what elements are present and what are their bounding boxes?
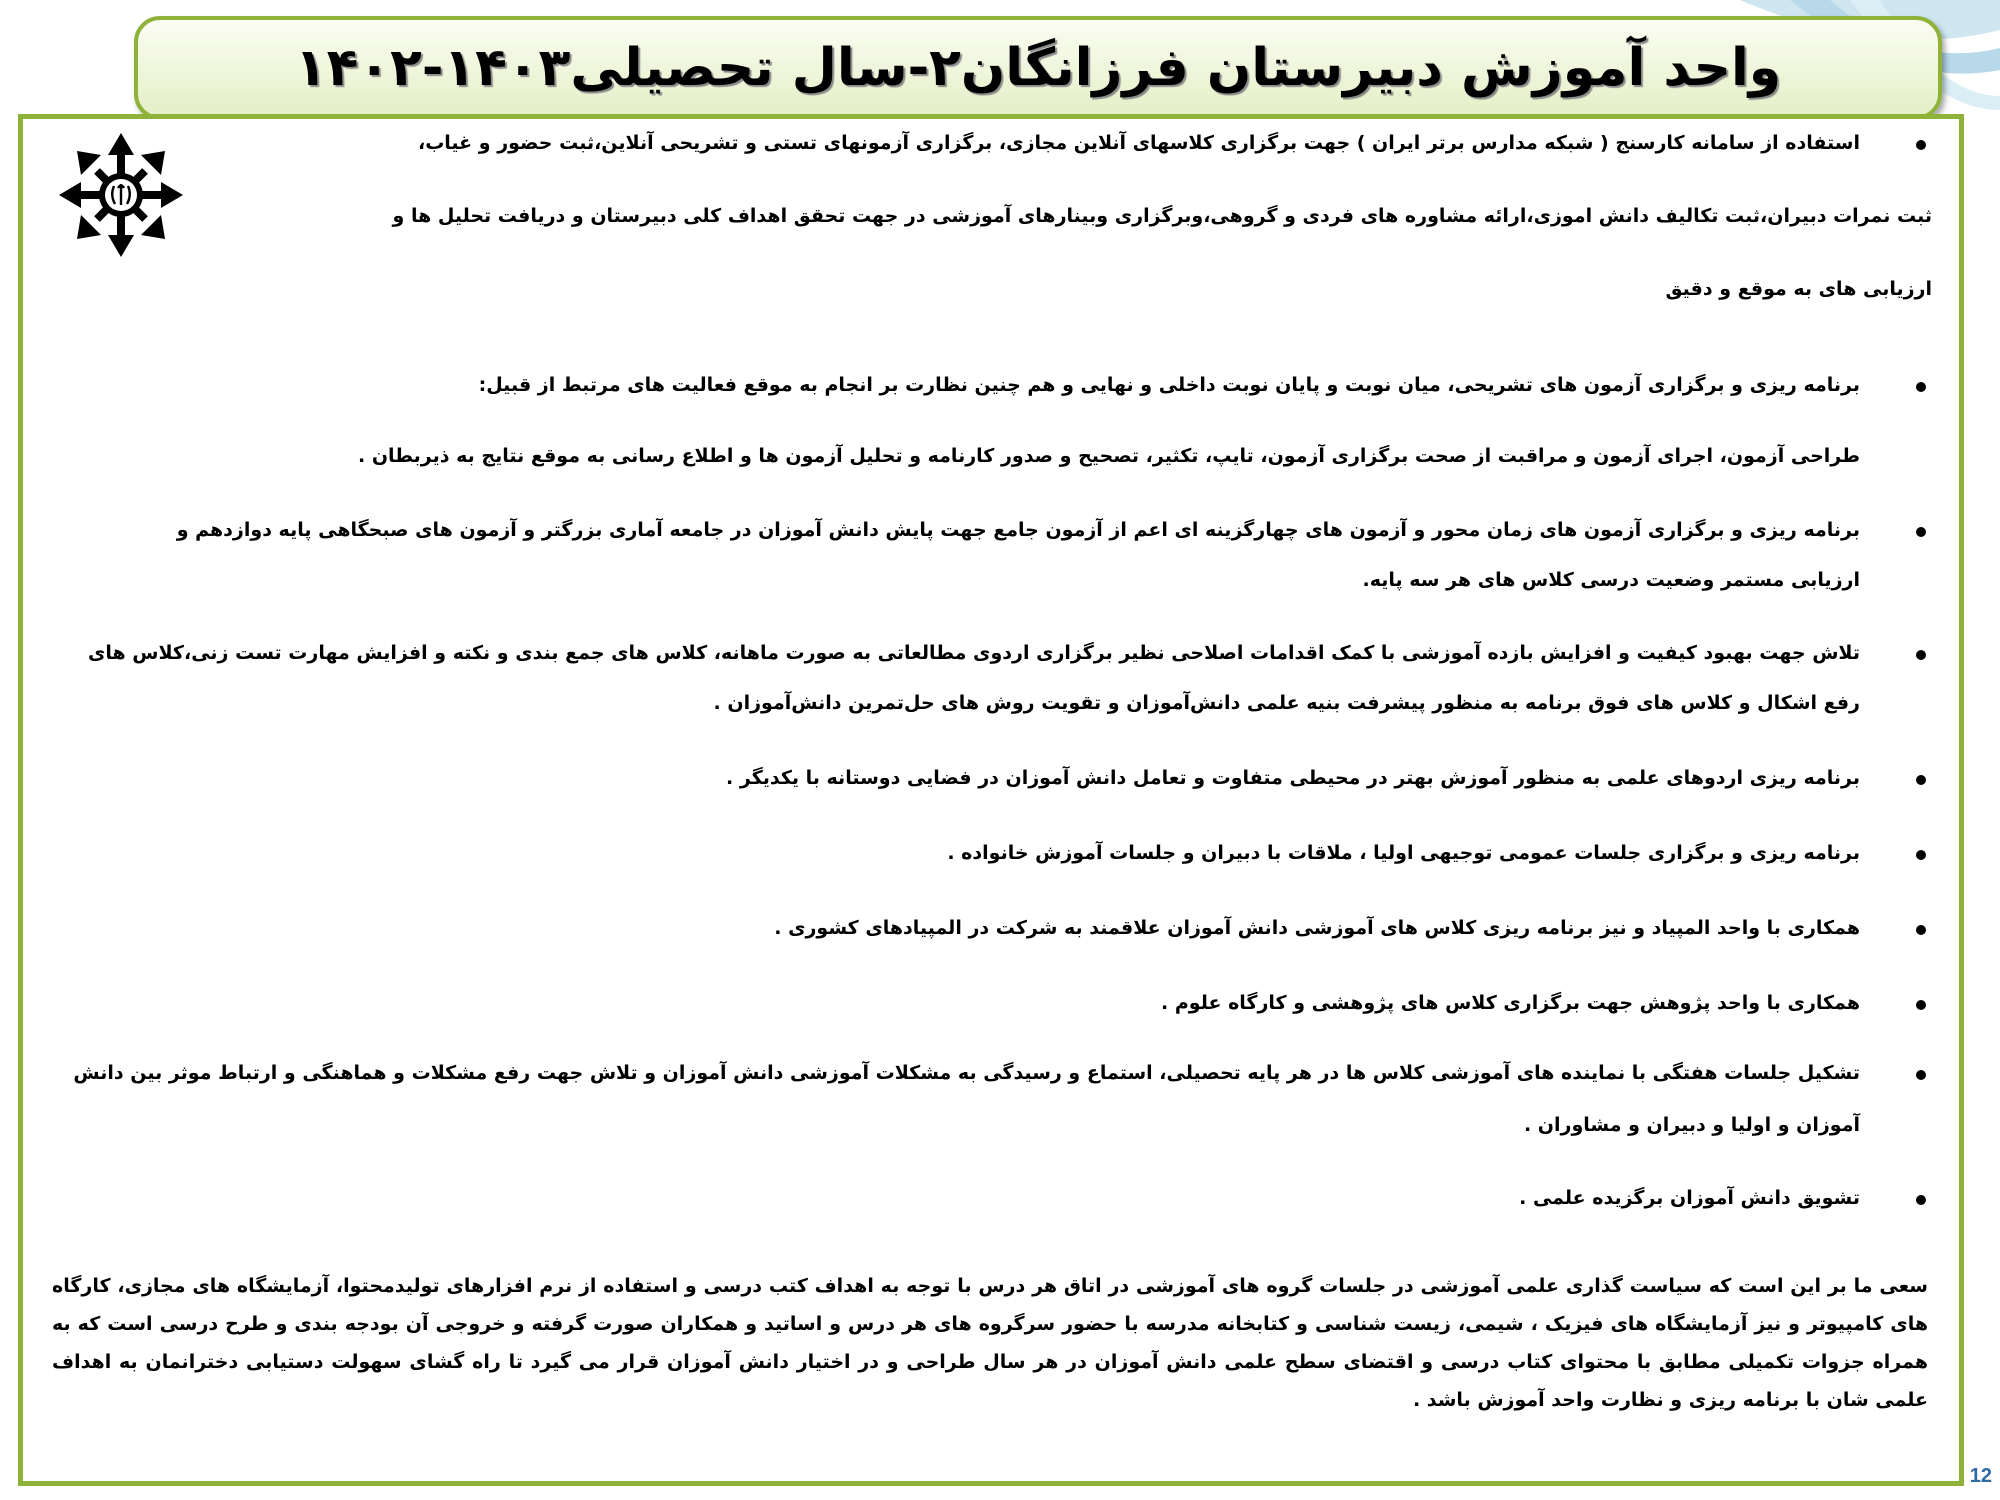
bullet-dot xyxy=(1916,382,1926,392)
list-item-line: برنامه ریزی و برگزاری آزمون های زمان محور و آزمون های چهارگزینه ای اعم از آزمون جامع جهت پایش دانش آموزان در جامعه آماری بزرگتر و آزمون های صبحگاهی پایه دوازدهم و xyxy=(176,519,1860,541)
list-item xyxy=(52,132,1932,351)
list-item xyxy=(52,519,1932,639)
list-item-line: استفاده از سامانه کارسنج ( شبکه مدارس برتر ایران ) جهت برگزاری کلاسهای آنلاین مجازی، برگزاری آزمونهای تستی و تشریحی آنلاین،ثبت حضور و غیاب، xyxy=(417,132,1860,154)
bullet-dot xyxy=(1916,925,1926,935)
body-text xyxy=(52,124,1932,1438)
closing-paragraph: سعی ما بر این است که سیاست گذاری علمی آموزشی در جلسات گروه های آموزشی در اتاق هر درس با توجه به اهداف کتب درسی و استفاده از نرم افزارهای تولیدمحتوا، آزمایشگاه های مجازی، کارگاه های کامپیوتر و نیز آزمایشگاه های فیزیک ، شیمی، زیست شناسی و کتابخانه مدرسه با حضور سرگروه های هر درس و اساتید و همکاران صورت گرفته و خروجی آن بودجه بندی و طرح درسی است که به همراه جزوات تکمیلی مطابق با محتوای کتاب درسی و اقتضای سطح علمی دانش آموزان در هر سال طراحی و در اختیار دانش آموزان قرار می گیرد تا راه گشای سهولت دستیابی دخترانمان به اهداف علمی شان با برنامه ریزی و نظارت واحد آموزش باشد . xyxy=(52,1275,1928,1411)
list-item-line: برنامه ریزی اردوهای علمی به منظور آموزش بهتر در محیطی متفاوت و تعامل دانش آموزان در فضایی دوستانه با یکدیگر . xyxy=(726,767,1860,789)
list-item-line: طراحی آزمون، اجرای آزمون و مراقبت از صحت برگزاری آزمون، تایپ، تکثیر، تصحیح و صدور کارنامه و تحلیل آزمون ها و اطلاع رسانی به موقع نتایج به ذیربطان . xyxy=(357,445,1860,467)
list-item-line: تلاش جهت بهبود کیفیت و افزایش بازده آموزشی با کمک اقدامات اصلاحی نظیر برگزاری اردوی مطالعاتی به صورت ماهانه، کلاس های جمع بندی و نکته و افزایش مهارت تست زنی،کلاس های xyxy=(87,642,1860,664)
bullet-dot xyxy=(1916,650,1926,660)
list-item-line: تشکیل جلسات هفتگی با نماینده های آموزشی کلاس ها در هر پایه تحصیلی، استماع و رسیدگی به مشکلات آموزشی دانش آموزان و تلاش جهت رفع مشکلات و هماهنگی و ارتباط موثر بین دانش xyxy=(73,1062,1860,1084)
list-item-line: برنامه ریزی و برگزاری جلسات عمومی توجیهی اولیا ، ملاقات با دبیران و جلسات آموزش خانواده . xyxy=(947,842,1860,864)
list-item xyxy=(52,642,1932,762)
bullet-dot xyxy=(1916,1195,1926,1205)
list-item-line: برنامه ریزی و برگزاری آزمون های تشریحی، میان نوبت و پایان نوبت داخلی و نهایی و هم چنین نظارت بر انجام به موقع فعالیت های مرتبط از قبیل: xyxy=(478,374,1860,396)
list-item xyxy=(52,374,1932,516)
bullet-dot xyxy=(1916,775,1926,785)
list-item-line: همکاری با واحد المپیاد و نیز برنامه ریزی کلاس های آموزشی دانش آموزان علاقمند به شرکت در المپیادهای کشوری . xyxy=(774,917,1860,939)
bullet-dot xyxy=(1916,1070,1926,1080)
list-item xyxy=(52,1062,1932,1184)
bullet-dot xyxy=(1916,850,1926,860)
list-item xyxy=(52,1187,1932,1247)
list-item-line: همکاری با واحد پژوهش جهت برگزاری کلاس های پژوهشی و کارگاه علوم . xyxy=(1161,992,1860,1014)
list-item xyxy=(52,917,1932,987)
bullet-dot xyxy=(1916,1000,1926,1010)
list-item xyxy=(52,767,1932,837)
list-item-line: ارزیابی های به موقع و دقیق xyxy=(1665,278,1932,300)
list-item-line: تشویق دانش آموزان برگزیده علمی . xyxy=(1519,1187,1860,1209)
list-item xyxy=(52,842,1932,912)
slide-title: واحد آموزش دبیرستان فرزانگان۲-سال تحصیلی۱۴۰۳-۱۴۰۲ xyxy=(294,38,1782,98)
bullet-dot xyxy=(1916,527,1926,537)
bullet-list xyxy=(52,132,1932,1247)
title-banner xyxy=(134,16,1942,120)
list-item-line: ارزیابی مستمر وضعیت درسی کلاس های هر سه پایه. xyxy=(1362,569,1860,591)
list-item xyxy=(52,992,1932,1062)
bullet-dot xyxy=(1916,140,1926,150)
list-item-line: رفع اشکال و کلاس های فوق برنامه به منظور پیشرفت بنیه علمی دانش‌آموزان و تقویت روش های حل‌تمرین دانش‌آموزان . xyxy=(713,692,1860,714)
list-item-line: ثبت نمرات دبیران،ثبت تکالیف دانش اموزی،ارائه مشاوره های فردی و گروهی،وبرگزاری وبینارهای آموزشی در جهت تحقق اهداف کلی دبیرستان و دریافت تحلیل ها و xyxy=(392,205,1932,227)
page-number: 12 xyxy=(1969,1465,1992,1487)
list-item-line: آموزان و اولیا و دبیران و مشاوران . xyxy=(1523,1114,1860,1136)
